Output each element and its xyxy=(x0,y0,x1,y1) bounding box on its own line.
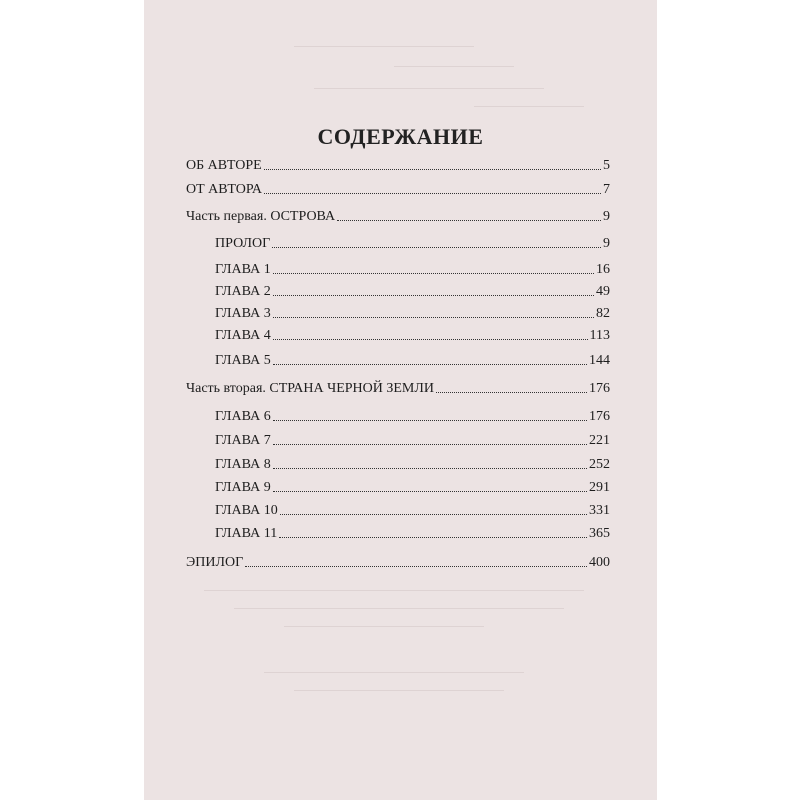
toc-entry-label: ГЛАВА 6 xyxy=(215,409,271,424)
toc-entry-label: ЭПИЛОГ xyxy=(186,555,244,570)
toc-entry-label: ГЛАВА 5 xyxy=(215,353,271,368)
toc-entry-label: Часть первая. ОСТРОВА xyxy=(186,209,336,224)
toc-entry-page: 144 xyxy=(589,353,610,368)
toc-entry-label: ГЛАВА 4 xyxy=(215,328,271,343)
toc-entry-chapter-9 xyxy=(215,479,610,497)
toc-entry-page: 113 xyxy=(589,328,610,343)
toc-entry-page: 9 xyxy=(603,236,610,251)
bleed-through-line xyxy=(314,88,544,89)
toc-entry-chapter-10 xyxy=(215,502,610,520)
toc-entry-label: Часть вторая. СТРАНА ЧЕРНОЙ ЗЕМЛИ xyxy=(186,381,434,396)
toc-entry-chapter-7 xyxy=(215,432,610,450)
leader-dots xyxy=(272,235,601,248)
toc-entry-page: 291 xyxy=(589,480,610,495)
leader-dots xyxy=(264,157,601,170)
toc-entry-label: ГЛАВА 8 xyxy=(215,457,271,472)
bleed-through-line xyxy=(284,626,484,627)
book-page xyxy=(144,0,657,800)
leader-dots xyxy=(279,525,587,538)
toc-entry-page: 16 xyxy=(596,262,610,277)
leader-dots xyxy=(273,283,594,296)
toc-entry-label: ГЛАВА 10 xyxy=(215,503,278,518)
bleed-through-line xyxy=(294,46,474,47)
leader-dots xyxy=(273,456,587,469)
leader-dots xyxy=(273,479,587,492)
toc-entry-about-author xyxy=(186,157,610,175)
toc-entry-page: 9 xyxy=(603,209,610,224)
toc-entry-page: 331 xyxy=(589,503,610,518)
leader-dots xyxy=(273,432,587,445)
toc-entry-chapter-8 xyxy=(215,456,610,474)
toc-entry-label: ГЛАВА 1 xyxy=(215,262,271,277)
toc-entry-page: 82 xyxy=(596,306,610,321)
toc-title: СОДЕРЖАНИЕ xyxy=(317,124,484,149)
bleed-through-line xyxy=(264,672,524,673)
toc-entry-chapter-1 xyxy=(215,261,610,279)
toc-entry-page: 49 xyxy=(596,284,610,299)
leader-dots xyxy=(337,208,601,221)
toc-entry-part-one xyxy=(186,208,610,226)
toc-entry-chapter-2 xyxy=(215,283,610,301)
leader-dots xyxy=(280,502,587,515)
bleed-through-line xyxy=(234,608,564,609)
toc-entry-page: 176 xyxy=(589,409,610,424)
toc-entry-chapter-4 xyxy=(215,327,610,345)
bleed-through-line xyxy=(204,590,584,591)
toc-entry-label: ГЛАВА 2 xyxy=(215,284,271,299)
toc-entry-page: 365 xyxy=(589,526,610,541)
leader-dots xyxy=(273,408,587,421)
leader-dots xyxy=(273,261,594,274)
toc-entry-chapter-5 xyxy=(215,352,610,370)
toc-entry-prologue xyxy=(215,235,610,253)
leader-dots xyxy=(245,554,587,567)
leader-dots xyxy=(264,181,601,194)
toc-entry-chapter-3 xyxy=(215,305,610,323)
toc-entry-chapter-6 xyxy=(215,408,610,426)
toc-entry-page: 5 xyxy=(603,158,610,173)
toc-entry-page: 400 xyxy=(589,555,610,570)
bleed-through-line xyxy=(474,106,584,107)
toc-entry-label: ПРОЛОГ xyxy=(215,236,271,251)
toc-entry-from-author xyxy=(186,181,610,199)
toc-entry-label: ГЛАВА 7 xyxy=(215,433,271,448)
bleed-through-line xyxy=(394,66,514,67)
leader-dots xyxy=(436,380,587,393)
leader-dots xyxy=(273,352,587,365)
toc-entry-page: 176 xyxy=(589,381,610,396)
toc-entry-label: ОТ АВТОРА xyxy=(186,182,263,197)
toc-entry-page: 7 xyxy=(603,182,610,197)
toc-entry-page: 221 xyxy=(589,433,610,448)
toc-entry-part-two xyxy=(186,380,610,398)
toc-entry-label: ОБ АВТОРЕ xyxy=(186,158,262,173)
toc-entry-label: ГЛАВА 9 xyxy=(215,480,271,495)
bleed-through-line xyxy=(294,690,504,691)
toc-entry-label: ГЛАВА 11 xyxy=(215,526,278,541)
toc-entry-chapter-11 xyxy=(215,525,610,543)
leader-dots xyxy=(273,305,594,318)
toc-entry-epilogue xyxy=(186,554,610,572)
leader-dots xyxy=(273,327,588,340)
toc-entry-page: 252 xyxy=(589,457,610,472)
toc-entry-label: ГЛАВА 3 xyxy=(215,306,271,321)
